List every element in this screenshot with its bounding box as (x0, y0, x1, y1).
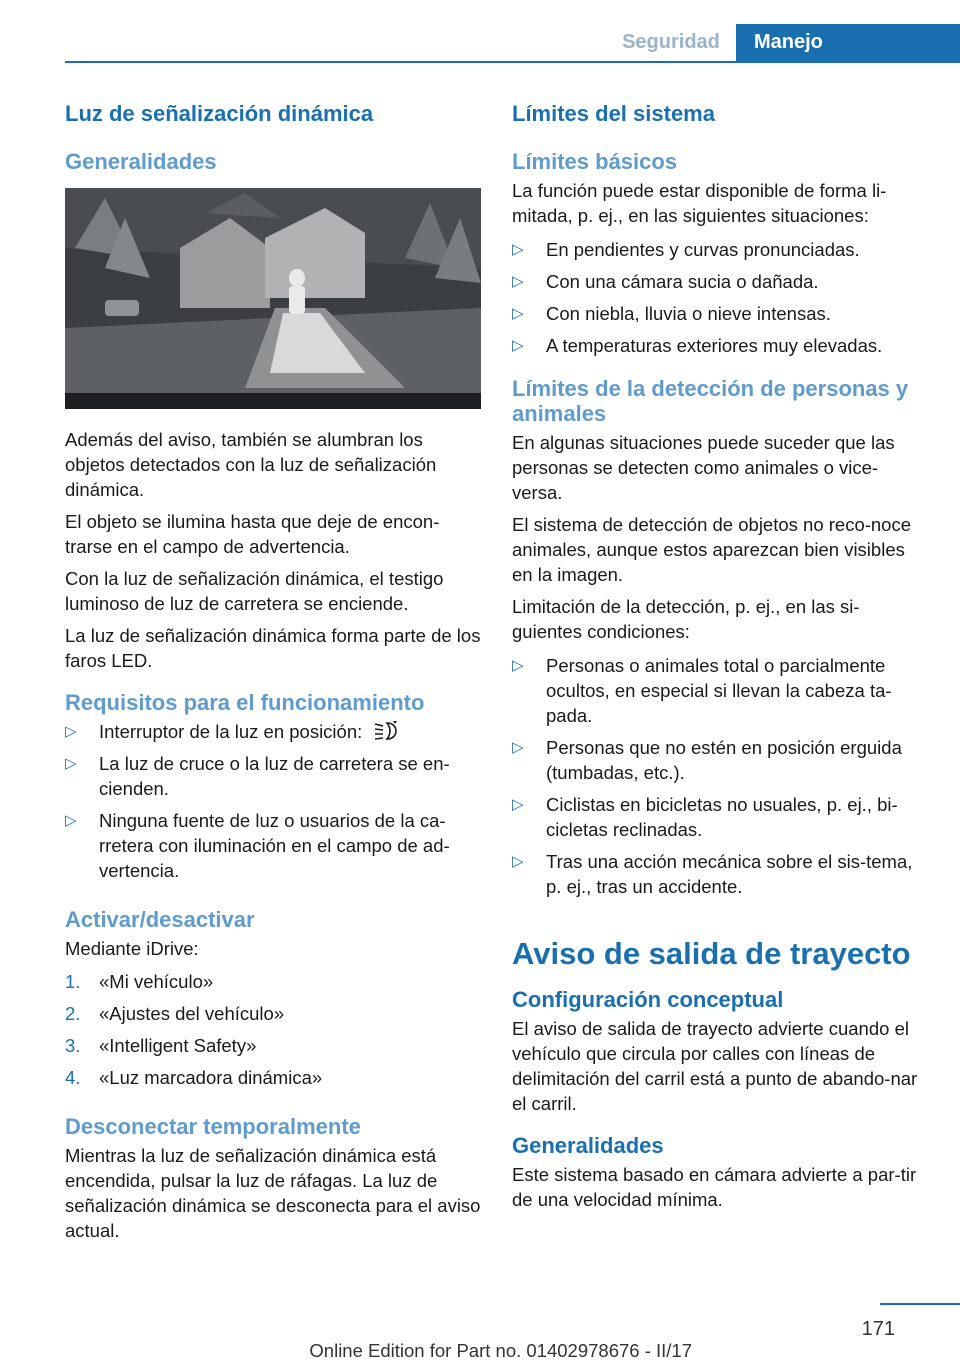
para-2: El objeto se ilumina hasta que deje de encon‐trarse en el campo de advertencia. (65, 511, 440, 557)
section-title-lane-departure: Aviso de salida de trayecto (512, 936, 911, 971)
headlight-switch-icon (373, 720, 403, 742)
subsection-basic-limits: Límites básicos (512, 149, 678, 174)
list-item: ▷ A temperaturas exteriores muy elevadas. (512, 335, 883, 356)
gen-text: Este sistema basado en cámara advierte a par‐tir de una velocidad mínima. (512, 1164, 917, 1210)
step-item: 1. «Mi vehículo» (65, 971, 214, 992)
para-3: Con la luz de señalización dinámica, el testigo luminoso de luz de carretera se enciende. (65, 568, 444, 614)
para-1: Además del aviso, también se alumbran los objetos detectados con la luz de señalización dinámica. (65, 429, 437, 500)
bullet-icon: ▷ (512, 273, 524, 290)
subsection-desconectar: Desconectar temporalmente (65, 1114, 361, 1139)
desc-text: Mientras la luz de señalización dinámica está encendida, pulsar la luz de ráfagas. La luz de señalización dinámica se desconecta para el aviso actual. (65, 1145, 481, 1241)
left-column (65, 100, 481, 1250)
tab-seguridad[interactable]: Seguridad (622, 31, 720, 53)
steps-list (65, 969, 481, 1090)
bullet-icon: ▷ (512, 657, 524, 674)
night-vision-photo (65, 188, 481, 409)
list-item: ▷ Con una cámara sucia o dañada. (512, 271, 819, 292)
act-intro: Mediante iDrive: (65, 938, 199, 959)
bullet-icon: ▷ (512, 337, 524, 354)
requirements-list (65, 719, 481, 883)
list-item: ▷ En pendientes y curvas pronunciadas. (512, 239, 860, 260)
list-item: ▷ Personas o animales total o parcialmente ocultos, en especial si llevan la cabeza ta‐pada. (512, 655, 892, 726)
bullet-icon: ▷ (65, 812, 77, 829)
step-item: 2. «Ajustes del vehículo» (65, 1003, 285, 1024)
section-title-limits: Límites del sistema (512, 101, 715, 126)
subsection-generalidades: Generalidades (65, 149, 217, 174)
subsection-activar: Activar/desactivar (65, 907, 255, 932)
subsection-generalidades-2: Generalidades (512, 1133, 664, 1158)
bullet-icon: ▷ (512, 796, 524, 813)
basic-limits-list (512, 237, 928, 358)
page-number: 171 (861, 1318, 895, 1340)
list-item: ▷ Con niebla, lluvia o nieve intensas. (512, 303, 831, 324)
bullet-icon: ▷ (65, 755, 77, 772)
det-para-1: En algunas situaciones puede suceder que las personas se detecten como animales o vice‐versa. (512, 432, 895, 503)
footer-rule (880, 1303, 960, 1305)
basic-intro: La función puede estar disponible de forma li‐mitada, p. ej., en las siguientes situaciones: (512, 180, 887, 226)
right-column (512, 100, 928, 1219)
concept-text: El aviso de salida de trayecto advierte cuando el vehículo que circula por calles con líneas de delimitación del carril está a punto de abando‐nar el carril. (512, 1018, 918, 1114)
bullet-icon: ▷ (512, 739, 524, 756)
det-para-2: El sistema de detección de objetos no reco‐noce animales, aunque estos aparezcan bien visibles en la imagen. (512, 514, 912, 585)
list-item: ▷ Personas que no estén en posición erguida (tumbadas, etc.). (512, 737, 902, 783)
edition-text: Online Edition for Part no. 01402978676 - II/17 (309, 1340, 692, 1361)
step-item: 3. «Intelligent Safety» (65, 1035, 257, 1056)
section-title-dynamic-light: Luz de señalización dinámica (65, 101, 374, 126)
list-item: ▷ Ciclistas en bicicletas no usuales, p. ej., bi‐cicletas reclinadas. (512, 794, 898, 840)
subsection-concept: Configuración conceptual (512, 987, 784, 1012)
list-item: ▷ La luz de cruce o la luz de carretera se en‐cienden. (65, 753, 450, 799)
header-rule (65, 61, 960, 63)
subsection-requisitos: Requisitos para el funcionamiento (65, 690, 425, 715)
subsection-detection-limits: Límites de la detección de personas y animales (512, 376, 909, 426)
list-item: ▷ Interruptor de la luz en posición: (65, 719, 481, 744)
page-header (0, 24, 960, 62)
det-para-3: Limitación de la detección, p. ej., en las si‐guientes condiciones: (512, 596, 860, 642)
bullet-icon: ▷ (65, 723, 77, 740)
bullet-icon: ▷ (512, 241, 524, 258)
step-item: 4. «Luz marcadora dinámica» (65, 1067, 323, 1088)
bullet-icon: ▷ (512, 853, 524, 870)
tab-manejo[interactable]: Manejo (736, 24, 960, 61)
list-item: ▷ Ninguna fuente de luz o usuarios de la ca‐rretera con iluminación en el campo de ad‐vertencia. (65, 810, 450, 881)
bullet-icon: ▷ (512, 305, 524, 322)
list-item: ▷ Tras una acción mecánica sobre el sis‐tema, p. ej., tras un accidente. (512, 851, 913, 897)
detection-limits-list (512, 653, 928, 899)
para-4: La luz de señalización dinámica forma parte de los faros LED. (65, 625, 481, 671)
